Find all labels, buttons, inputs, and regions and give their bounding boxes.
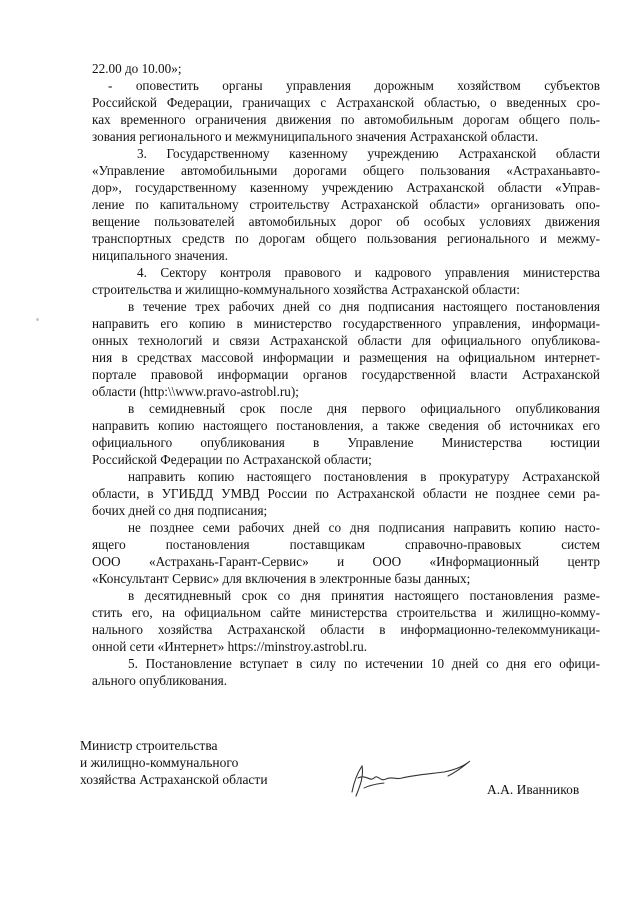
text-line: - оповестить органы управления дорожным хозяйством субъектов — [108, 78, 600, 93]
text-line: 4. Сектору контроля правового и кадрового управления министерства — [137, 265, 600, 280]
document-body — [92, 60, 600, 689]
text-line: дор», государственному казенному учреждению Астраханской области «Управ- — [92, 180, 600, 195]
text-line: ООО «Астрахань-Гарант-Сервис» и ООО «Информационный центр — [92, 554, 600, 569]
text-line: «Управление автомобильными дорогами общего пользования «Астраханьавто- — [92, 163, 600, 178]
text-line: в десятидневный срок со дня принятия настоящего постановления разме- — [128, 588, 600, 603]
text-line: ление по капитальному строительству Астраханской области» организовать опо- — [92, 197, 600, 212]
text-line: Российской Федерации, граничащих с Астраханской областью, о введенных сро- — [92, 95, 600, 110]
text-line: вещение пользователей автомобильных дорог об особых условиях движения — [92, 214, 600, 229]
text-line: зования регионального и межмуниципального значения Астраханской области. — [92, 129, 539, 144]
position-line-1: Министр строительства — [80, 738, 218, 753]
text-line: ния в средствах массовой информации и размещения на официальном интернет- — [92, 350, 600, 365]
text-line: в семидневный срок после дня первого официального опубликования — [128, 401, 600, 416]
text-line: «Консультант Сервис» для включения в электронные базы данных; — [92, 571, 471, 586]
text-line: области, в УГИБДД УМВД России по Астраханской области не позднее семи ра- — [92, 486, 600, 501]
text-line: Российской Федерации по Астраханской области; — [92, 452, 372, 467]
text-line: онных технологий и связи Астраханской области для официального опубликова- — [92, 333, 600, 348]
handwritten-signature — [340, 752, 480, 802]
scan-speck — [36, 318, 39, 321]
position-line-2: и жилищно-коммунального — [80, 755, 239, 770]
text-line: официального опубликования в Управление Министерства юстиции — [92, 435, 600, 450]
text-line: стить его, на официальном сайте министерства строительства и жилищно-комму- — [92, 605, 600, 620]
text-line: 5. Постановление вступает в силу по истечении 10 дней со дня его офици- — [128, 656, 600, 671]
text-line: ального опубликования. — [92, 673, 227, 688]
text-line: направить копию настоящего постановления в прокуратуру Астраханской — [128, 469, 600, 484]
text-line: строительства и жилищно-коммунального хозяйства Астраханской области: — [92, 282, 520, 297]
signer-name: А.А. Иванников — [487, 782, 580, 797]
text-line: онной сети «Интернет» https://minstroy.astrobl.ru. — [92, 639, 368, 654]
text-line: направить его копию в министерство государственного управления, информаци- — [92, 316, 600, 331]
position-line-3: хозяйства Астраханской области — [80, 772, 268, 787]
text-line: ящего постановления поставщикам справочно-правовых систем — [92, 537, 600, 552]
text-line: транспортных средств по дорогам общего пользования регионального и межму- — [92, 231, 600, 246]
text-line: области (http:\\www.pravo-astrobl.ru); — [92, 384, 299, 399]
text-line: 22.00 до 10.00»; — [92, 61, 182, 76]
text-line: ниципального значения. — [92, 248, 229, 263]
text-line: ках временного ограничения движения по автомобильным дорогам общего поль- — [92, 112, 600, 127]
text-line: нального хозяйства Астраханской области в информационно-телекоммуникаци- — [92, 622, 600, 637]
text-line: бочих дней со дня подписания; — [92, 503, 268, 518]
text-line: 3. Государственному казенному учреждению Астраханской области — [137, 146, 600, 161]
signatory-position — [80, 737, 320, 788]
text-line: в течение трех рабочих дней со дня подписания настоящего постановления — [128, 299, 600, 314]
text-line: портале правовой информации органов государственной власти Астраханской — [92, 367, 600, 382]
text-line: не позднее семи рабочих дней со дня подписания направить копию насто- — [128, 520, 600, 535]
text-line: направить копию настоящего постановления, а также сведения об источниках его — [92, 418, 600, 433]
